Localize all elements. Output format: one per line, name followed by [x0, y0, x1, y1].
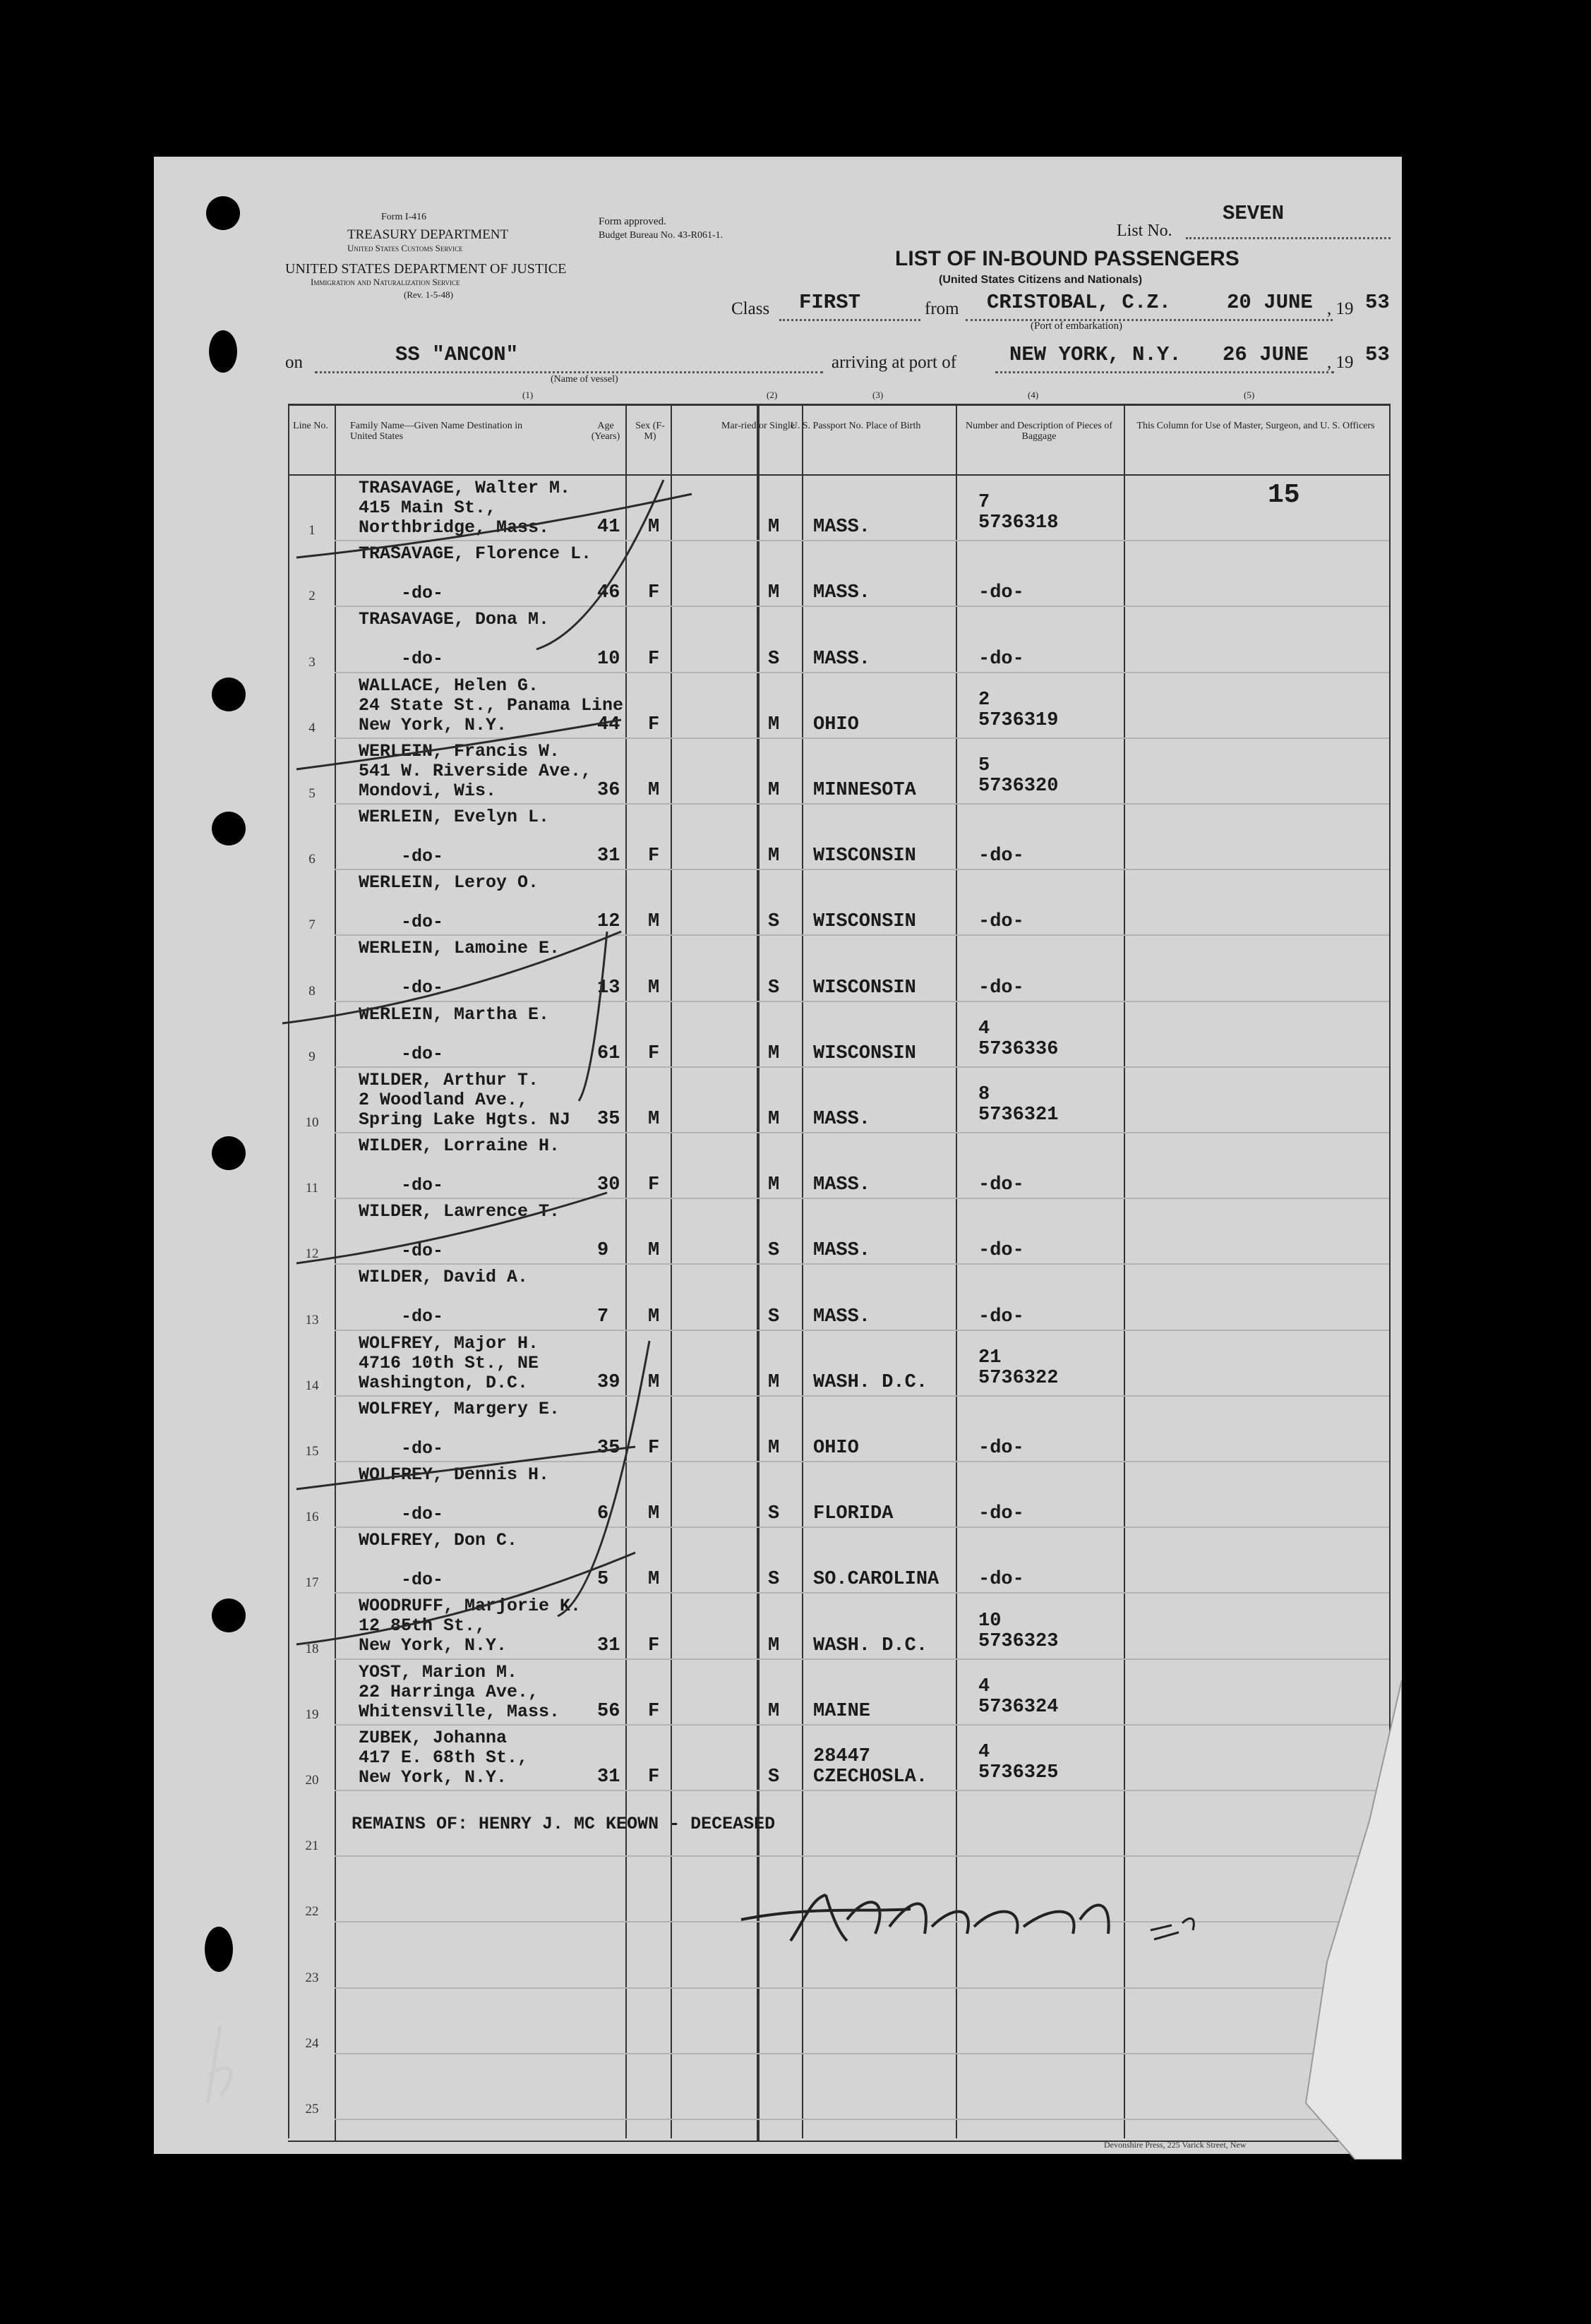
row-rule: [335, 1592, 1389, 1594]
line-number: 3: [308, 654, 316, 670]
on-label: on: [285, 353, 303, 372]
baggage-cell: 2 5736319: [978, 689, 1059, 731]
line-number: 17: [305, 1575, 319, 1591]
passenger-name-destination: WILDER, Lorraine H. -do-: [359, 1136, 560, 1196]
budget-bureau: Budget Bureau No. 43-R061-1.: [599, 230, 724, 241]
baggage-cell: 21 5736322: [978, 1347, 1059, 1389]
place-of-birth-cell: WASH. D.C.: [813, 1634, 928, 1656]
line-number: 4: [308, 720, 316, 735]
officer-count: 15: [1268, 480, 1300, 510]
age-cell: 5: [597, 1569, 609, 1591]
age-cell: 10: [597, 648, 620, 670]
place-of-birth-cell: OHIO: [813, 714, 859, 735]
line-number: 1: [308, 523, 316, 538]
passenger-name-destination: WOLFREY, Margery E. -do-: [359, 1398, 560, 1459]
sex-cell: F: [648, 714, 660, 735]
age-cell: 31: [597, 1634, 620, 1656]
sex-cell: F: [648, 1634, 660, 1656]
vessel-name: SS "ANCON": [395, 343, 519, 366]
sex-cell: M: [648, 517, 660, 538]
list-no-label: List No.: [1117, 222, 1172, 240]
header-passport: U. S. Passport No. Place of Birth: [790, 421, 921, 431]
marital-status-cell: S: [768, 1240, 780, 1262]
baggage-cell: -do-: [978, 1240, 1024, 1262]
place-of-birth-cell: MASS.: [813, 648, 871, 670]
binder-hole: [212, 678, 246, 711]
passenger-name-destination: TRASAVAGE, Walter M. 415 Main St., Northbridge, Mass.: [359, 478, 571, 538]
place-of-birth-cell: WASH. D.C.: [813, 1371, 928, 1393]
line-number: 14: [305, 1378, 319, 1393]
sex-cell: M: [648, 1240, 660, 1262]
baggage-cell: -do-: [978, 1503, 1024, 1525]
age-cell: 6: [597, 1503, 609, 1525]
row-rule: [335, 1790, 1389, 1791]
marital-status-cell: M: [768, 1371, 780, 1393]
arriving-label: arriving at port of: [831, 353, 957, 372]
row-rule: [335, 1132, 1389, 1133]
marital-status-cell: M: [768, 582, 780, 604]
baggage-cell: -do-: [978, 911, 1024, 933]
header-line: Line No.: [293, 421, 328, 431]
marital-status-cell: S: [768, 1503, 780, 1525]
line-number: 12: [305, 1246, 319, 1262]
row-rule: [335, 1855, 1389, 1857]
row-rule: [335, 2119, 1389, 2120]
line-number: 7: [308, 917, 316, 933]
marital-status-cell: M: [768, 1438, 780, 1459]
binder-hole: [212, 1136, 246, 1170]
row-rule: [335, 803, 1389, 805]
age-cell: 9: [597, 1240, 609, 1262]
printer-imprint: Devonshire Press, 225 Varick Street, New: [1104, 2140, 1247, 2150]
line-number: 22: [305, 1904, 319, 1920]
line-number: 2: [308, 589, 316, 604]
line-number: 20: [305, 1773, 319, 1788]
sex-cell: M: [648, 1109, 660, 1130]
age-cell: 31: [597, 845, 620, 867]
treasury-dept: TREASURY DEPARTMENT: [347, 227, 509, 242]
marital-status-cell: M: [768, 1634, 780, 1656]
passenger-name-destination: WERLEIN, Francis W. 541 W. Riverside Ave., Mondovi, Wis.: [359, 740, 592, 801]
line-number: 8: [308, 983, 316, 999]
sex-cell: M: [648, 911, 660, 933]
column-divider: [625, 404, 627, 2138]
col-num-2: (2): [767, 390, 778, 400]
column-divider: [335, 404, 336, 2138]
sex-cell: F: [648, 648, 660, 670]
col-num-1: (1): [522, 390, 534, 400]
row-rule: [335, 606, 1389, 607]
form-title: LIST OF IN-BOUND PASSENGERS: [895, 247, 1239, 270]
place-of-birth-cell: WISCONSIN: [813, 845, 916, 867]
baggage-cell: 4 5736336: [978, 1018, 1059, 1060]
passenger-name-destination: WOLFREY, Don C. -do-: [359, 1530, 518, 1591]
age-cell: 44: [597, 714, 620, 735]
age-cell: 61: [597, 1042, 620, 1064]
marital-status-cell: S: [768, 1306, 780, 1327]
passenger-name-destination: TRASAVAGE, Florence L. -do-: [359, 543, 592, 604]
marital-status-cell: M: [768, 517, 780, 538]
sex-cell: F: [648, 845, 660, 867]
row-rule: [335, 1987, 1389, 1989]
marital-status-cell: S: [768, 911, 780, 933]
age-cell: 41: [597, 517, 620, 538]
marital-status-cell: M: [768, 780, 780, 801]
marital-status-cell: M: [768, 1109, 780, 1130]
baggage-cell: -do-: [978, 845, 1024, 867]
header-divider: [288, 474, 1389, 476]
age-cell: 35: [597, 1438, 620, 1459]
header-baggage: Number and Description of Pieces of Baggage: [966, 421, 1112, 442]
header-name: Family Name—Given Name Destination in United States: [350, 421, 523, 442]
embark-date: 20 JUNE: [1227, 291, 1313, 314]
baggage-cell: 4 5736324: [978, 1675, 1059, 1718]
arrival-year: 53: [1365, 343, 1390, 366]
sex-cell: F: [648, 1438, 660, 1459]
arrival-date: 26 JUNE: [1223, 343, 1309, 366]
age-cell: 30: [597, 1174, 620, 1196]
form-subtitle: (United States Citizens and Nationals): [939, 274, 1143, 286]
baggage-cell: -do-: [978, 1174, 1024, 1196]
marital-status-cell: S: [768, 977, 780, 999]
passenger-name-destination: WERLEIN, Martha E. -do-: [359, 1004, 550, 1064]
header-officers: This Column for Use of Master, Surgeon, and U. S. Officers: [1136, 421, 1375, 431]
binder-hole: [212, 1598, 246, 1632]
column-divider: [288, 404, 289, 2138]
baggage-cell: -do-: [978, 1438, 1024, 1459]
age-cell: 12: [597, 911, 620, 933]
passenger-name-destination: WERLEIN, Evelyn L. -do-: [359, 807, 550, 867]
row-rule: [335, 540, 1389, 541]
age-cell: 46: [597, 582, 620, 604]
class-value: FIRST: [799, 291, 861, 314]
sex-cell: F: [648, 1766, 660, 1788]
place-of-birth-cell: WISCONSIN: [813, 977, 916, 999]
row-rule: [335, 737, 1389, 739]
passenger-name-destination: YOST, Marion M. 22 Harringa Ave., Whitensville, Mass.: [359, 1661, 560, 1722]
passenger-name-destination: WALLACE, Helen G. 24 State St., Panama Line New York, N.Y.: [359, 675, 624, 735]
baggage-cell: -do-: [978, 648, 1024, 670]
col-num-4: (4): [1028, 390, 1039, 400]
baggage-cell: 7 5736318: [978, 492, 1059, 534]
arrival-year-prefix: , 19: [1327, 353, 1354, 372]
sex-cell: F: [648, 1042, 660, 1064]
passenger-name-destination: WILDER, Lawrence T. -do-: [359, 1201, 560, 1262]
marital-status-cell: M: [768, 1174, 780, 1196]
form-approved: Form approved.: [599, 216, 666, 227]
place-of-birth-cell: MASS.: [813, 1240, 871, 1262]
age-cell: 7: [597, 1306, 609, 1327]
passenger-name-destination: WILDER, David A. -do-: [359, 1267, 529, 1327]
embark-year-prefix: , 19: [1327, 299, 1354, 318]
column-divider: [671, 404, 672, 2138]
binder-hole: [212, 812, 246, 845]
row-rule: [335, 1263, 1389, 1265]
line-number: 10: [305, 1115, 319, 1130]
row-rule: [335, 1066, 1389, 1068]
place-of-birth-cell: 28447 CZECHOSLA.: [813, 1746, 928, 1788]
row-rule: [335, 934, 1389, 936]
baggage-cell: -do-: [978, 1569, 1024, 1591]
sex-cell: M: [648, 1306, 660, 1327]
age-cell: 31: [597, 1766, 620, 1788]
marital-status-cell: M: [768, 1700, 780, 1722]
age-cell: 39: [597, 1371, 620, 1393]
age-cell: 56: [597, 1700, 620, 1722]
marital-status-cell: S: [768, 1569, 780, 1591]
place-of-birth-cell: SO.CAROLINA: [813, 1569, 939, 1591]
header-married: Mar-ried or Single: [721, 421, 795, 431]
age-cell: 35: [597, 1109, 620, 1130]
age-cell: 36: [597, 780, 620, 801]
from-label: from: [925, 299, 959, 318]
passenger-name-destination: WILDER, Arthur T. 2 Woodland Ave., Spring Lake Hgts. NJ: [359, 1069, 571, 1130]
marital-status-cell: S: [768, 648, 780, 670]
header-age: Age (Years): [591, 421, 620, 442]
marital-status-cell: M: [768, 1042, 780, 1064]
row-rule: [335, 1658, 1389, 1660]
binder-hole: [205, 1927, 233, 1972]
baggage-cell: 8 5736321: [978, 1084, 1059, 1126]
revision: (Rev. 1-5-48): [404, 289, 453, 300]
line-number: 11: [305, 1181, 319, 1196]
line-number: 23: [305, 1970, 319, 1985]
passenger-name-destination: WOLFREY, Dennis H. -do-: [359, 1464, 550, 1524]
ins-service: Immigration and Naturalization Service: [311, 277, 460, 287]
line-number: 5: [308, 786, 316, 801]
row-rule: [335, 1330, 1389, 1331]
baggage-cell: -do-: [978, 1306, 1024, 1327]
form-number: Form I-416: [381, 212, 427, 222]
officer-signature: [727, 1877, 1263, 1955]
line-number: 13: [305, 1312, 319, 1327]
handwritten-mark: [199, 2018, 248, 2110]
place-of-birth-cell: MAINE: [813, 1700, 871, 1722]
place-of-birth-cell: MINNESOTA: [813, 780, 916, 801]
customs-service: United States Customs Service: [347, 243, 463, 253]
baggage-cell: -do-: [978, 977, 1024, 999]
row-rule: [335, 1395, 1389, 1397]
line-number: 16: [305, 1510, 319, 1525]
sex-cell: F: [648, 1174, 660, 1196]
baggage-cell: 10 5736323: [978, 1610, 1059, 1652]
passenger-name-destination: TRASAVAGE, Dona M. -do-: [359, 609, 550, 670]
row-rule: [335, 1527, 1389, 1528]
baggage-cell: -do-: [978, 582, 1024, 604]
passenger-name-destination: WOODRUFF, Marjorie K. 12 85th St., New York, N.Y.: [359, 1596, 582, 1656]
sex-cell: M: [648, 780, 660, 801]
line-number: 19: [305, 1706, 319, 1722]
row-rule: [335, 1724, 1389, 1726]
place-of-birth-cell: MASS.: [813, 1109, 871, 1130]
line-number: 21: [305, 1838, 319, 1854]
sex-cell: M: [648, 1569, 660, 1591]
col-num-5: (5): [1244, 390, 1255, 400]
sex-cell: F: [648, 1700, 660, 1722]
justice-dept: UNITED STATES DEPARTMENT OF JUSTICE: [285, 261, 567, 277]
baggage-cell: 5 5736320: [978, 755, 1059, 797]
place-of-birth-cell: MASS.: [813, 1174, 871, 1196]
line-number: 6: [308, 852, 316, 867]
arrival-port: NEW YORK, N.Y.: [1009, 343, 1182, 366]
sex-cell: F: [648, 582, 660, 604]
place-of-birth-cell: MASS.: [813, 1306, 871, 1327]
place-of-birth-cell: WISCONSIN: [813, 911, 916, 933]
passenger-name-destination: WERLEIN, Lamoine E. -do-: [359, 938, 560, 999]
place-of-birth-cell: FLORIDA: [813, 1503, 894, 1525]
port-caption: (Port of embarkation): [1031, 320, 1122, 332]
header-sex: Sex (F-M): [635, 421, 665, 442]
class-label: Class: [731, 299, 770, 318]
line-number: 9: [308, 1049, 316, 1064]
sex-cell: M: [648, 1503, 660, 1525]
baggage-cell: 4 5736325: [978, 1742, 1059, 1783]
row-rule: [335, 1198, 1389, 1199]
folded-corner: [1285, 1680, 1402, 2160]
marital-status-cell: M: [768, 845, 780, 867]
passenger-name-destination: ZUBEK, Johanna 417 E. 68th St., New York, N.Y.: [359, 1727, 529, 1788]
place-of-birth-cell: WISCONSIN: [813, 1042, 916, 1064]
embark-year: 53: [1365, 291, 1390, 314]
passenger-name-destination: WERLEIN, Leroy O. -do-: [359, 872, 539, 933]
embark-port: CRISTOBAL, C.Z.: [987, 291, 1172, 314]
place-of-birth-cell: MASS.: [813, 517, 871, 538]
marital-status-cell: S: [768, 1766, 780, 1788]
row-rule: [335, 1001, 1389, 1002]
vessel-caption: (Name of vessel): [551, 374, 618, 385]
age-cell: 13: [597, 977, 620, 999]
row-rule: [335, 1461, 1389, 1462]
place-of-birth-cell: MASS.: [813, 582, 871, 604]
row-rule: [335, 869, 1389, 870]
row-rule: [335, 2053, 1389, 2054]
place-of-birth-cell: OHIO: [813, 1438, 859, 1459]
sex-cell: M: [648, 1371, 660, 1393]
row-rule: [335, 672, 1389, 673]
line-number: 18: [305, 1641, 319, 1656]
col-num-3: (3): [872, 390, 884, 400]
line-number: 24: [305, 2035, 319, 2051]
passenger-name-destination: WOLFREY, Major H. 4716 10th St., NE Washington, D.C.: [359, 1332, 539, 1393]
sex-cell: M: [648, 977, 660, 999]
line-number: 15: [305, 1444, 319, 1459]
list-number: SEVEN: [1223, 202, 1285, 225]
marital-status-cell: M: [768, 714, 780, 735]
line-number: 25: [305, 2102, 319, 2117]
remains-note: REMAINS OF: HENRY J. MC KEOWN - DECEASED: [352, 1814, 776, 1834]
